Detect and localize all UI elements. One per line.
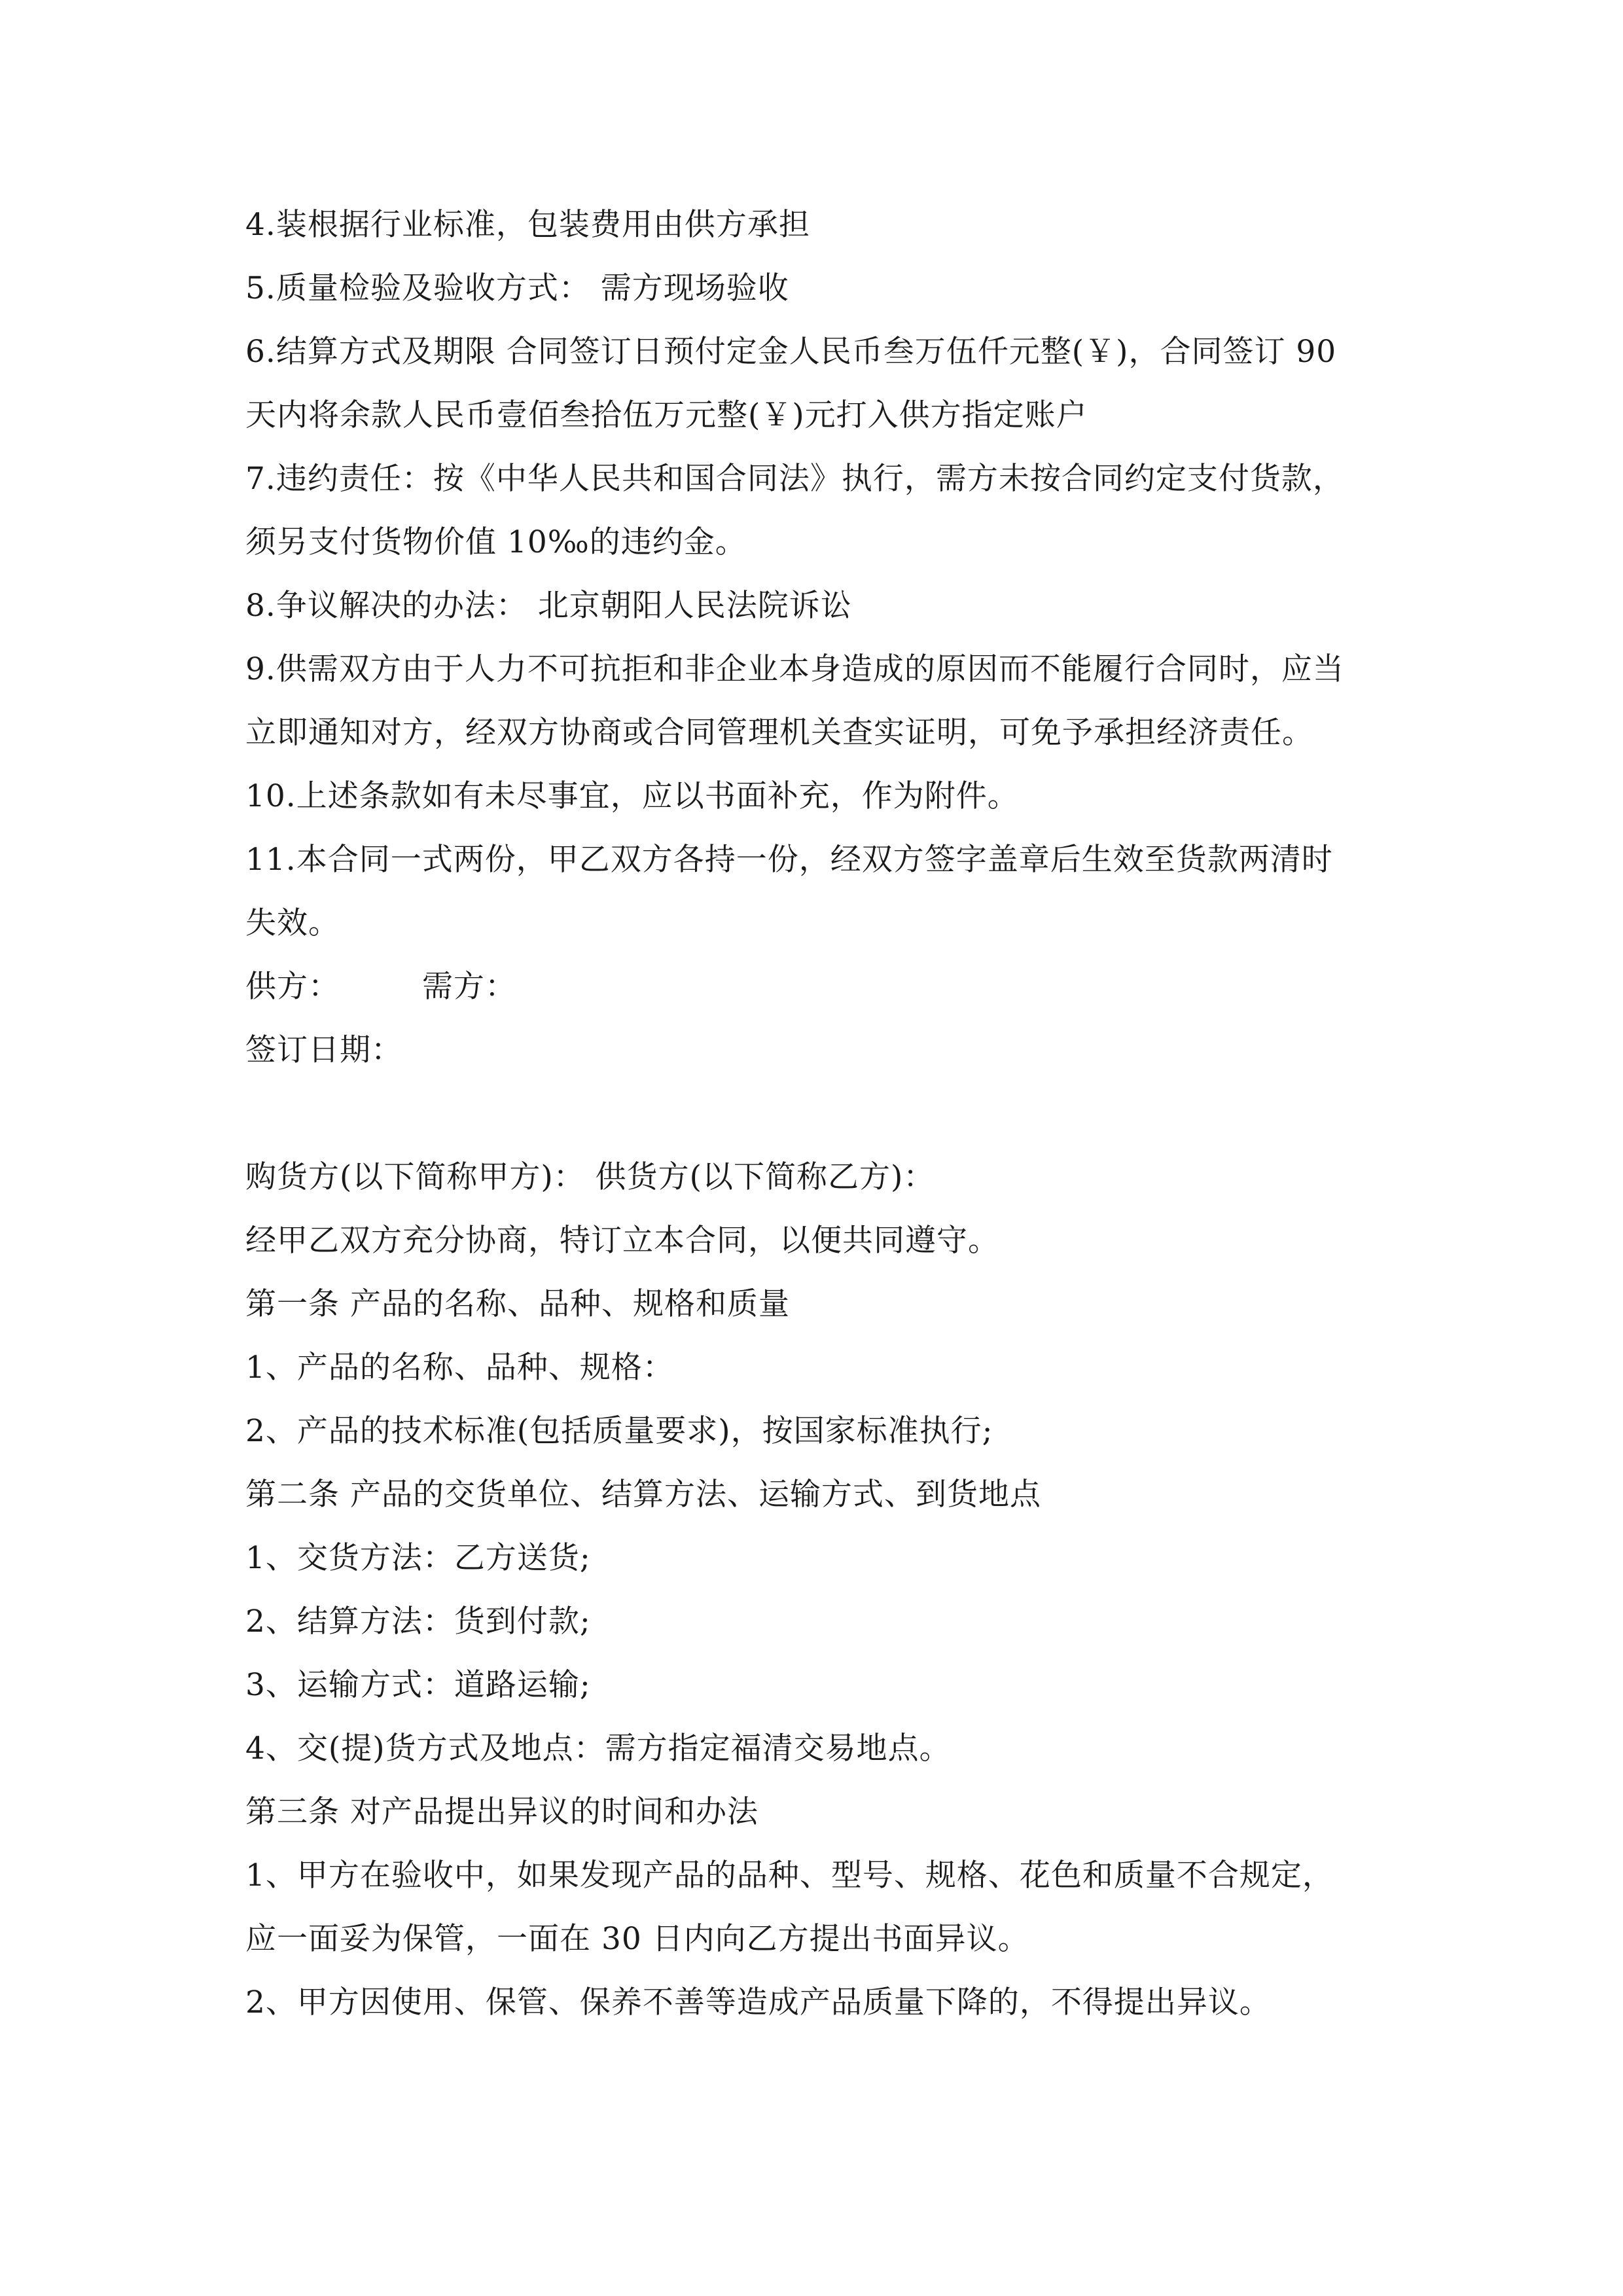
clause-9-line-2: 立即通知对方，经双方协商或合同管理机关查实证明，可免予承担经济责任。 bbox=[245, 715, 1313, 751]
clause-11-line-1: 11.本合同一式两份，甲乙双方各持一份，经双方签字盖章后生效至货款两清时 bbox=[245, 842, 1333, 878]
article-1-item-1: 1、产品的名称、品种、规格： bbox=[245, 1350, 674, 1386]
article-2-item-3: 3、运输方式：道路运输; bbox=[245, 1667, 591, 1703]
clause-6-line-1: 6.结算方式及期限 合同签订日预付定金人民币叁万伍仟元整(￥)，合同签订 90 bbox=[245, 334, 1337, 370]
article-2-item-1: 1、交货方法：乙方送货; bbox=[245, 1540, 591, 1576]
clause-7-line-2: 须另支付货物价值 10‰的违约金。 bbox=[245, 524, 747, 560]
article-2-title: 第二条 产品的交货单位、结算方法、运输方式、到货地点 bbox=[245, 1477, 1041, 1513]
supplier-label: 供方： bbox=[245, 969, 340, 1005]
article-1-title: 第一条 产品的名称、品种、规格和质量 bbox=[245, 1286, 790, 1322]
article-3-item-1-line-2: 应一面妥为保管，一面在 30 日内向乙方提出书面异议。 bbox=[245, 1921, 1029, 1957]
article-3-item-1-line-1: 1、甲方在验收中，如果发现产品的品种、型号、规格、花色和质量不合规定， bbox=[245, 1857, 1334, 1893]
article-1-item-2: 2、产品的技术标准(包括质量要求)，按国家标准执行; bbox=[245, 1413, 993, 1449]
clause-8: 8.争议解决的办法： 北京朝阳人民法院诉讼 bbox=[245, 588, 852, 624]
article-2-item-4: 4、交(提)货方式及地点：需方指定福清交易地点。 bbox=[245, 1731, 951, 1767]
intro-line: 经甲乙双方充分协商，特订立本合同，以便共同遵守。 bbox=[245, 1223, 999, 1259]
clause-9-line-1: 9.供需双方由于人力不可抗拒和非企业本身造成的原因而不能履行合同时，应当 bbox=[245, 651, 1344, 687]
clause-11-line-2: 失效。 bbox=[245, 905, 340, 941]
section-spacer bbox=[245, 1082, 1384, 1145]
clause-7-line-1: 7.违约责任：按《中华人民共和国合同法》执行，需方未按合同约定支付货款， bbox=[245, 461, 1344, 497]
signature-row bbox=[245, 955, 1384, 1018]
article-3-title: 第三条 对产品提出异议的时间和办法 bbox=[245, 1794, 758, 1830]
parties-line: 购货方(以下简称甲方)： 供货方(以下简称乙方)： bbox=[245, 1159, 935, 1195]
article-3-item-2: 2、甲方因使用、保管、保养不善等造成产品质量下降的，不得提出异议。 bbox=[245, 1984, 1271, 2020]
buyer-label: 需方： bbox=[422, 969, 516, 1005]
clause-10: 10.上述条款如有未尽事宜，应以书面补充，作为附件。 bbox=[245, 778, 1019, 814]
article-2-item-2: 2、结算方法：货到付款; bbox=[245, 1604, 591, 1640]
clause-4: 4.装根据行业标准，包装费用由供方承担 bbox=[245, 207, 810, 243]
contract-body bbox=[245, 193, 1384, 2034]
clause-5: 5.质量检验及验收方式： 需方现场验收 bbox=[245, 270, 789, 306]
sign-date-label: 签订日期： bbox=[245, 1032, 402, 1068]
clause-6-line-2: 天内将余款人民币壹佰叁拾伍万元整(￥)元打入供方指定账户 bbox=[245, 397, 1088, 433]
